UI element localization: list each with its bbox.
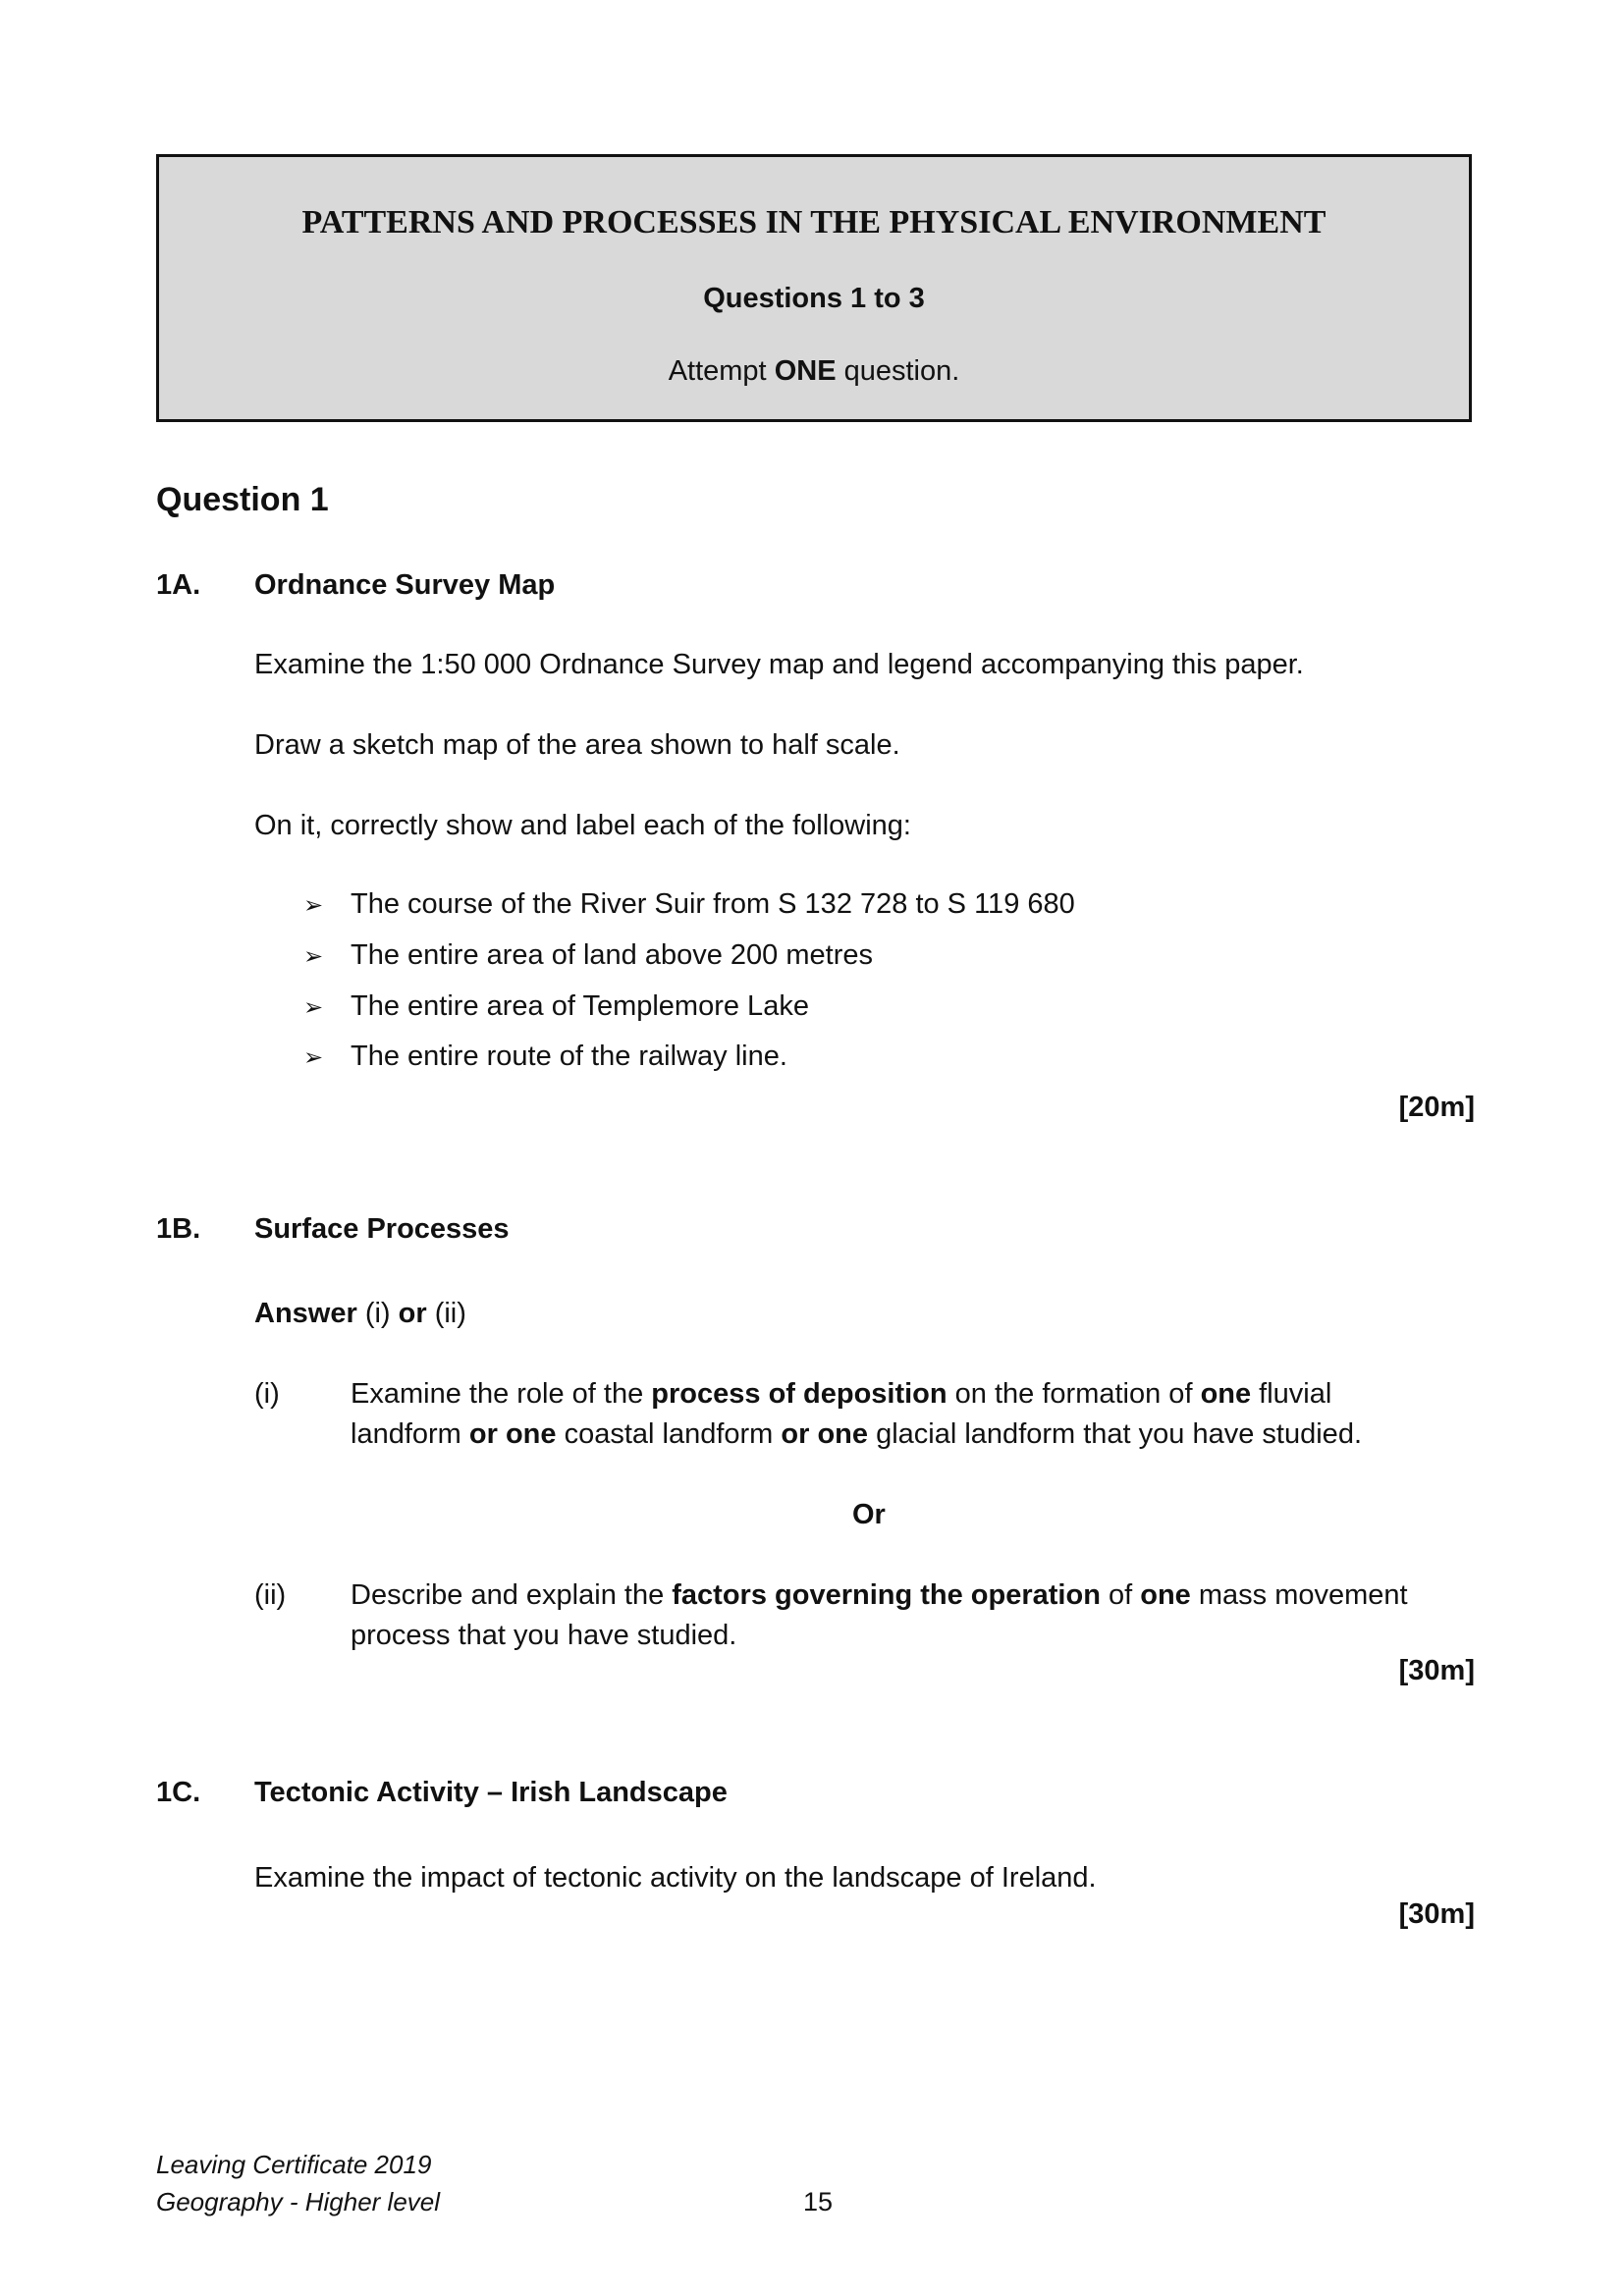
text-run: landform bbox=[351, 1418, 469, 1450]
section-1c-instruction: Examine the impact of tectonic activity on the landscape of Ireland. bbox=[254, 1862, 1097, 1894]
section-1b-marks: [30m] bbox=[1398, 1655, 1475, 1686]
page-number: 15 bbox=[803, 2187, 834, 2216]
section-1a-instruction-1: Examine the 1:50 000 Ordnance Survey map and legend accompanying this paper. bbox=[254, 649, 1304, 680]
list-item bbox=[303, 888, 1075, 921]
section-1a-marks: [20m] bbox=[1398, 1092, 1475, 1123]
text-run: mass movement bbox=[1190, 1579, 1408, 1611]
or-separator: Or bbox=[852, 1499, 886, 1530]
arrowhead-bullet-icon: ➢ bbox=[303, 892, 324, 919]
section-1c-number: 1C. bbox=[156, 1777, 201, 1808]
list-item-text: The entire area of land above 200 metres bbox=[351, 939, 873, 971]
option-i-text bbox=[351, 1374, 1480, 1455]
instruction-text-end: question. bbox=[836, 355, 960, 387]
text-emphasis: process of deposition bbox=[651, 1378, 947, 1410]
answer-text: (i) bbox=[356, 1298, 399, 1329]
text-run: Describe and explain the bbox=[351, 1579, 673, 1611]
text-emphasis: or one bbox=[468, 1418, 557, 1450]
option-i-number: (i) bbox=[254, 1378, 280, 1410]
text-run: fluvial bbox=[1251, 1378, 1332, 1410]
answer-emphasis-or: or bbox=[398, 1298, 427, 1329]
text-emphasis: factors governing the operation bbox=[672, 1579, 1101, 1611]
section-header-box bbox=[156, 154, 1472, 422]
text-emphasis: one bbox=[1200, 1378, 1252, 1410]
arrowhead-bullet-icon: ➢ bbox=[303, 1044, 324, 1071]
text-run: process that you have studied. bbox=[351, 1620, 737, 1651]
section-1a-instruction-2: Draw a sketch map of the area shown to half scale. bbox=[254, 729, 900, 761]
section-1c-marks: [30m] bbox=[1398, 1898, 1475, 1930]
section-1c-title: Tectonic Activity – Irish Landscape bbox=[254, 1777, 728, 1808]
text-emphasis: one bbox=[1140, 1579, 1191, 1611]
option-ii-text bbox=[351, 1575, 1480, 1656]
list-item bbox=[303, 1041, 787, 1073]
answer-text-end: (ii) bbox=[426, 1298, 466, 1329]
list-item-text: The course of the River Suir from S 132 728 to S 119 680 bbox=[351, 888, 1075, 920]
text-run: Examine the role of the bbox=[351, 1378, 652, 1410]
section-1b-number: 1B. bbox=[156, 1213, 201, 1245]
list-item-text: The entire route of the railway line. bbox=[351, 1041, 787, 1072]
arrowhead-bullet-icon: ➢ bbox=[303, 994, 324, 1021]
list-item-text: The entire area of Templemore Lake bbox=[351, 990, 809, 1022]
section-title: PATTERNS AND PROCESSES IN THE PHYSICAL ENVIRONMENT bbox=[301, 204, 1326, 240]
option-ii-number: (ii) bbox=[254, 1579, 287, 1611]
section-1b-title: Surface Processes bbox=[254, 1213, 510, 1245]
section-instruction bbox=[159, 355, 1469, 388]
text-run: glacial landform that you have studied. bbox=[868, 1418, 1362, 1450]
instruction-emphasis: ONE bbox=[774, 355, 837, 387]
section-subtitle: Questions 1 to 3 bbox=[703, 283, 925, 314]
text-emphasis: or one bbox=[781, 1418, 869, 1450]
section-1a-title: Ordnance Survey Map bbox=[254, 569, 556, 601]
answer-emphasis: Answer bbox=[254, 1298, 357, 1329]
text-run: on the formation of bbox=[947, 1378, 1201, 1410]
section-1b-answer-instruction bbox=[254, 1294, 466, 1334]
text-run: coastal landform bbox=[556, 1418, 782, 1450]
instruction-text: Attempt bbox=[668, 355, 775, 387]
section-1a-number: 1A. bbox=[156, 569, 201, 601]
question-title: Question 1 bbox=[156, 481, 329, 518]
text-run: of bbox=[1100, 1579, 1141, 1611]
section-1a-instruction-3: On it, correctly show and label each of the following: bbox=[254, 810, 911, 841]
list-item bbox=[303, 939, 873, 972]
arrowhead-bullet-icon: ➢ bbox=[303, 943, 324, 970]
footer-subject-level: Geography - Higher level bbox=[156, 2187, 441, 2216]
list-item bbox=[303, 990, 809, 1023]
footer-exam-name: Leaving Certificate 2019 bbox=[156, 2150, 432, 2179]
